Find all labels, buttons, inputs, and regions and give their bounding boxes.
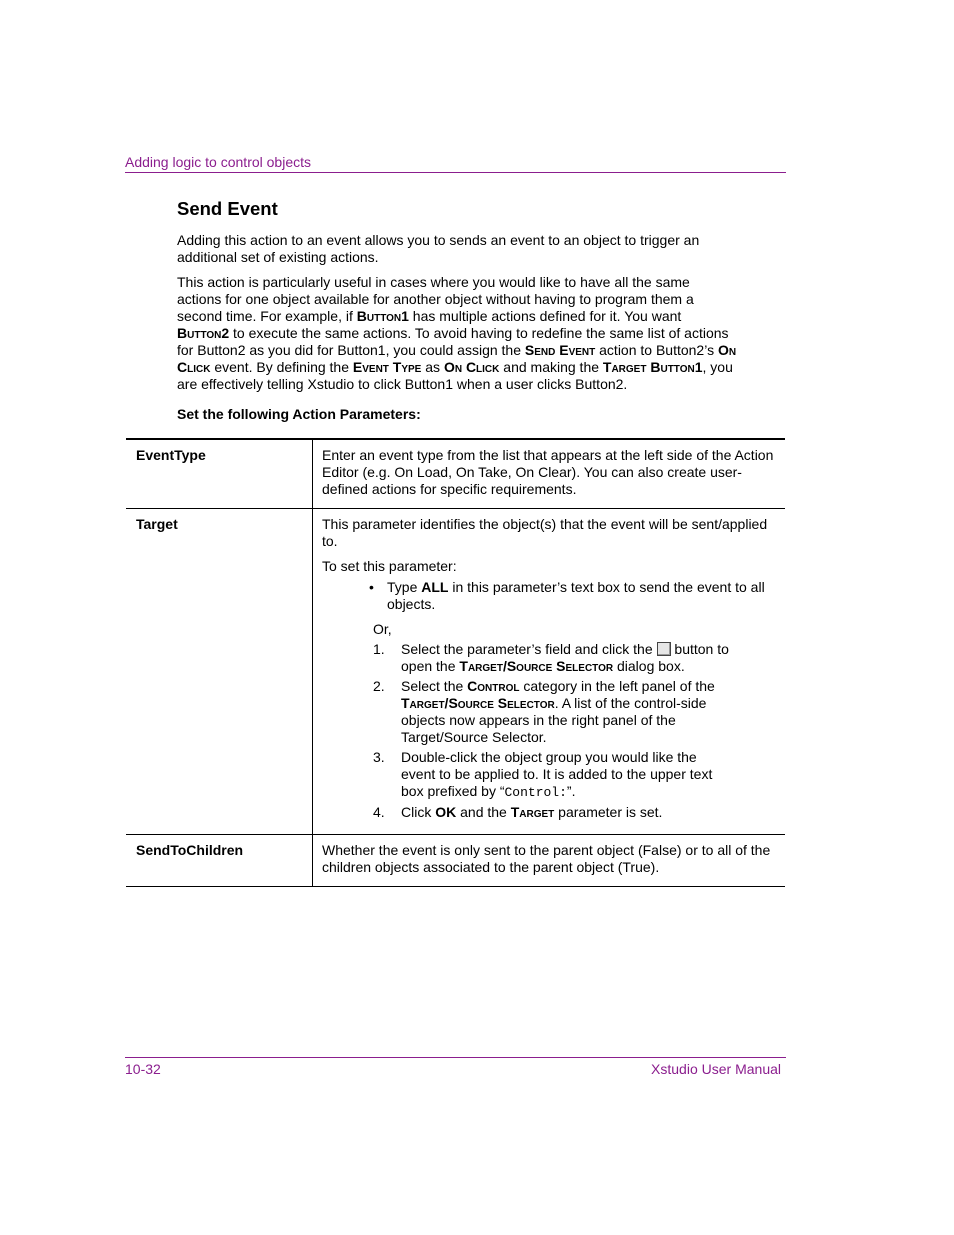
keyword: Event Type [352, 359, 422, 375]
param-description [313, 509, 786, 835]
or-label: Or, [373, 621, 392, 637]
table-row [126, 509, 785, 835]
table-row [126, 439, 785, 509]
keyword: Send Event [524, 342, 596, 358]
param-name: SendToChildren [126, 835, 313, 887]
param-name: EventType [126, 439, 313, 509]
page-number: 10-32 [125, 1061, 161, 1077]
target-desc: This parameter identifies the object(s) that the event will be sent/applied to. [322, 516, 768, 549]
keyword: On Click [443, 359, 500, 375]
description-paragraph: This action is particularly useful in cases where you would like to have all the same actions for one object available for another object without having to program them a second time. For example, if Button1 has multiple actions defined for it. You want Button2 to execute the same actions. To avoid having to redefine the same list of actions for Button2 as you did for Button1, you could assign the Send Event action to Button2’s On Click event. By defining the Event Type as On Click and making the Target Button1, you are effectively telling Xstudio to click Button1 when a user clicks Button2. [177, 274, 737, 392]
section-title: Send Event [177, 198, 278, 219]
list-item: 4. Click OK and the Target parameter is set. [373, 804, 663, 820]
param-description: Whether the event is only sent to the parent object (False) or to all of the children objects associated to the parent object (True). [313, 835, 786, 887]
param-description: Enter an event type from the list that appears at the left side of the Action Editor (e.g. On Load, On Take, On Clear). You can also create user-defined actions for specific requirements. [313, 439, 786, 509]
keyword: Button1 [650, 359, 703, 375]
params-heading: Set the following Action Parameters: [177, 406, 421, 422]
keyword: Button2 [177, 325, 230, 341]
list-item: 1. Select the parameter’s field and click the button to open the Target/Source Selector dialog box. [373, 641, 729, 674]
manual-title: Xstudio User Manual [651, 1061, 781, 1077]
parameters-table [126, 438, 785, 887]
list-item: 3. Double-click the object group you would like the event to be applied to. It is added to the upper text box prefixed by “Control:”. [373, 749, 713, 800]
keyword: On Click [177, 342, 737, 375]
keyword: Target [602, 359, 647, 375]
table-row [126, 835, 785, 887]
bullet-item: • Type ALL in this parameter’s text box to send the event to all objects. [369, 579, 765, 612]
running-header: Adding logic to control objects [125, 154, 786, 173]
steps-list [373, 641, 733, 821]
keyword: Button1 [356, 308, 409, 324]
to-set-label: To set this parameter: [322, 558, 457, 574]
footer-divider [125, 1057, 786, 1058]
list-item: 2. Select the Control category in the left panel of the Target/Source Selector. A list of the control-side objects now appears in the right panel of the Target/Source Selector. [373, 678, 715, 745]
bullet-icon: • [369, 579, 374, 595]
param-name: Target [126, 509, 313, 835]
browse-button-icon [657, 642, 671, 656]
intro-paragraph: Adding this action to an event allows you to sends an event to an object to trigger an additional set of existing actions. [177, 232, 700, 265]
